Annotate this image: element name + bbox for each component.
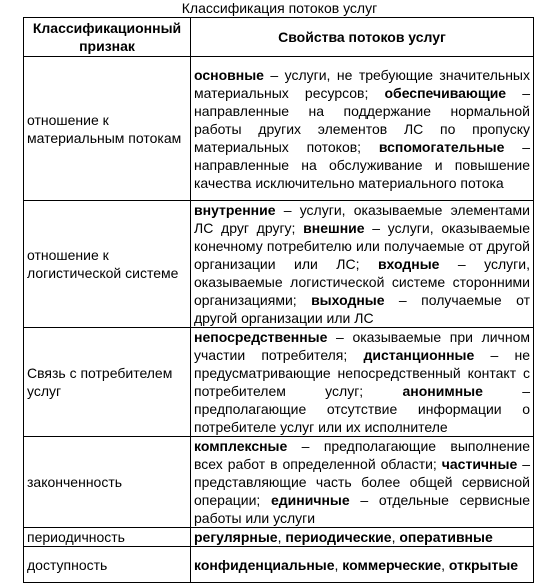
term: обеспечивающие — [384, 84, 507, 101]
description: – предполагающие выполнение всех работ в определенной области; — [194, 438, 530, 472]
table-row — [24, 57, 534, 201]
term: анонимные — [402, 383, 483, 399]
term: комплексные — [194, 438, 288, 454]
description: – направленные на поддержание нормальной работы других элементов ЛС по пропуску материальных потоков; — [194, 84, 530, 155]
description: – оказываемые при личном участии потребителя; — [194, 329, 530, 363]
table-row — [24, 328, 534, 437]
description: – отдельные сервисные работы или услуги — [194, 492, 530, 526]
row-feature: отношение к материальным потокам — [24, 57, 191, 201]
description: , — [277, 529, 286, 545]
term: частичные — [441, 456, 518, 472]
table-row — [24, 528, 534, 547]
table-header-row — [24, 18, 534, 57]
term: внутренние — [194, 202, 276, 218]
term: выходные — [311, 292, 385, 308]
table-row — [24, 547, 534, 583]
term: коммерческие — [342, 556, 442, 573]
description: – услуги, оказываемые конечному потребителю или получаемые от другой организации или ЛС; — [194, 220, 530, 272]
description: , — [441, 556, 449, 573]
classification-table — [23, 17, 534, 583]
description: – услуги, оказываемые элементами ЛС друг другу; — [194, 202, 530, 236]
term: внешние — [303, 220, 365, 236]
term: дистанционные — [363, 347, 475, 363]
table-caption: Классификация потоков услуг — [181, 0, 378, 16]
row-properties — [191, 528, 534, 547]
row-feature: отношение к логистической системе — [24, 201, 191, 328]
description: , — [334, 556, 343, 573]
row-feature: периодичность — [24, 528, 191, 547]
row-feature: Связь с потребителем услуг — [24, 328, 191, 437]
row-properties — [191, 201, 534, 328]
term: периодические — [285, 529, 392, 545]
term: регулярные — [194, 529, 278, 545]
description: – услуги, оказываемые логистической системе сторонними организациями; — [194, 256, 530, 308]
table-row — [24, 437, 534, 528]
term: единичные — [271, 492, 350, 508]
description: , — [391, 529, 400, 545]
header-feature: Классификационный признак — [24, 18, 191, 57]
table-row — [24, 201, 534, 328]
row-properties — [191, 547, 534, 583]
row-feature: законченность — [24, 437, 191, 528]
term: вспомогательные — [378, 138, 505, 155]
description: – получаемые от другой организации или ЛС — [194, 292, 530, 326]
term: оперативные — [399, 529, 493, 545]
term: основные — [194, 66, 264, 83]
row-properties — [191, 328, 534, 437]
description: – предполагающие отсутствие информации о потребителе услуг или их исполнителе — [194, 383, 530, 435]
description: – направленные на обслуживание и повышение качества исключительно материального потока — [194, 138, 530, 191]
row-properties — [191, 437, 534, 528]
term: конфиденциальные — [194, 556, 335, 573]
term: открытые — [448, 556, 519, 573]
header-properties: Свойства потоков услуг — [191, 18, 534, 57]
row-properties — [191, 57, 534, 201]
description: – не предусматривающие непосредственный контакт с потребителем услуг; — [194, 347, 530, 399]
row-feature: доступность — [24, 547, 191, 583]
term: входные — [377, 256, 440, 272]
term: непосредственные — [194, 329, 328, 345]
description: – услуги, не требующие значительных материальных ресурсов; — [194, 66, 530, 101]
description: – представляющие часть более общей сервисной операции; — [194, 456, 530, 508]
